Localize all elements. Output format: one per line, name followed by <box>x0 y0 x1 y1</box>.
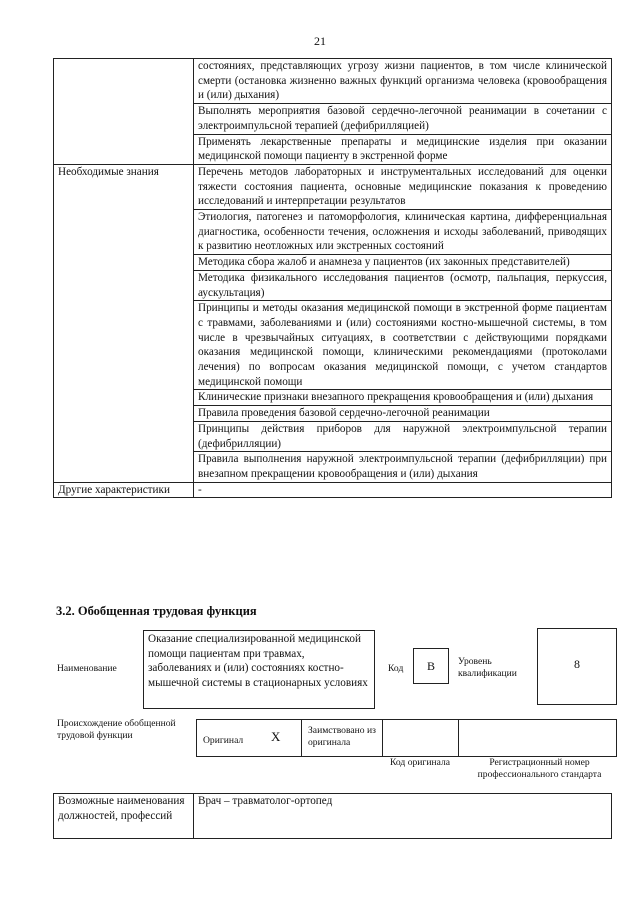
page-number: 21 <box>314 34 326 48</box>
table-cell: Применять лекарственные препараты и медицинские изделия при оказании медицинской помощи пациенту в экстренной форме <box>194 134 612 164</box>
table-cell: Принципы и методы оказания медицинской помощи в экстренной форме пациентам с травмами, заболеваниями и (или) состояниями костно-мышечной системы, в том числе в чрезвычайных ситуациях, в соответствии с действующими порядками оказания медицинской помощи, клиническими рекомендациями (протоколами лечения) по вопросам оказания медицинской помощи, с учетом стандартов медицинской помощи <box>194 301 612 390</box>
section-heading: 3.2. Обобщенная трудовая функция <box>56 604 257 618</box>
table-cell: Клинические признаки внезапного прекращения кровообращения и (или) дыхания <box>194 390 612 406</box>
table-cell: Правила выполнения наружной электроимпульсной терапии (дефибрилляции) при внезапном прекращении кровообращения и (или) дыхания <box>194 452 612 482</box>
function-name-box: Оказание специализированной медицинской помощи пациентам при травмах, заболеваниях и (или) состояниях костно-мышечной системы в стационарных условиях <box>143 630 375 709</box>
borrowed-label: Заимствовано из оригинала <box>308 725 376 748</box>
table-cell: Правила проведения базовой сердечно-легочной реанимации <box>194 406 612 422</box>
original-code-caption: Код оригинала <box>389 757 451 768</box>
registration-number-cell <box>458 720 616 756</box>
positions-value: Врач – травматолог-ортопед <box>194 794 612 839</box>
table-cell: Методика физикального исследования пациентов (осмотр, пальпация, перкуссия, аускультация) <box>194 270 612 300</box>
table-cell: состояниях, представляющих угрозу жизни пациентов, в том числе клинической смерти (остановка жизненно важных функций организма человека (кровообращения и (или) дыхания) <box>194 59 612 104</box>
name-label: Наименование <box>57 663 117 674</box>
code-label: Код <box>388 663 404 674</box>
table-cell: Этиология, патогенез и патоморфология, клиническая картина, дифференциальная диагностика, особенности течения, осложнения и исходы заболеваний, приводящих к развитию неотложных или экстренных состояний <box>194 210 612 255</box>
row-label-knowledge: Необходимые знания <box>54 164 194 482</box>
table-cell: - <box>194 482 612 498</box>
original-mark: X <box>271 729 281 744</box>
positions-table <box>53 793 612 839</box>
origin-row <box>196 719 617 757</box>
competency-table <box>53 58 612 498</box>
original-label: Оригинал <box>203 735 244 746</box>
origin-label: Происхождение обобщенной трудовой функции <box>57 718 176 741</box>
original-code-cell <box>382 720 458 756</box>
qualification-level-box: 8 <box>537 628 617 705</box>
code-value-box: B <box>413 648 449 684</box>
registration-number-caption: Регистрационный номер профессионального стандарта <box>477 757 602 780</box>
positions-label: Возможные наименования должностей, профессий <box>54 794 194 839</box>
table-cell: Методика сбора жалоб и анамнеза у пациентов (их законных представителей) <box>194 255 612 271</box>
row-label <box>54 59 194 165</box>
table-cell: Принципы действия приборов для наружной электроимпульсной терапии (дефибрилляции) <box>194 421 612 451</box>
qualification-level-label: Уровень квалификации <box>458 656 517 679</box>
row-label-other: Другие характеристики <box>54 482 194 498</box>
table-cell: Выполнять мероприятия базовой сердечно-легочной реанимации в сочетании с электроимпульсной терапией (дефибрилляцией) <box>194 104 612 134</box>
table-cell: Перечень методов лабораторных и инструментальных исследований для оценки тяжести состояния пациента, основные медицинские показания к проведению исследований и интерпретации результатов <box>194 164 612 209</box>
